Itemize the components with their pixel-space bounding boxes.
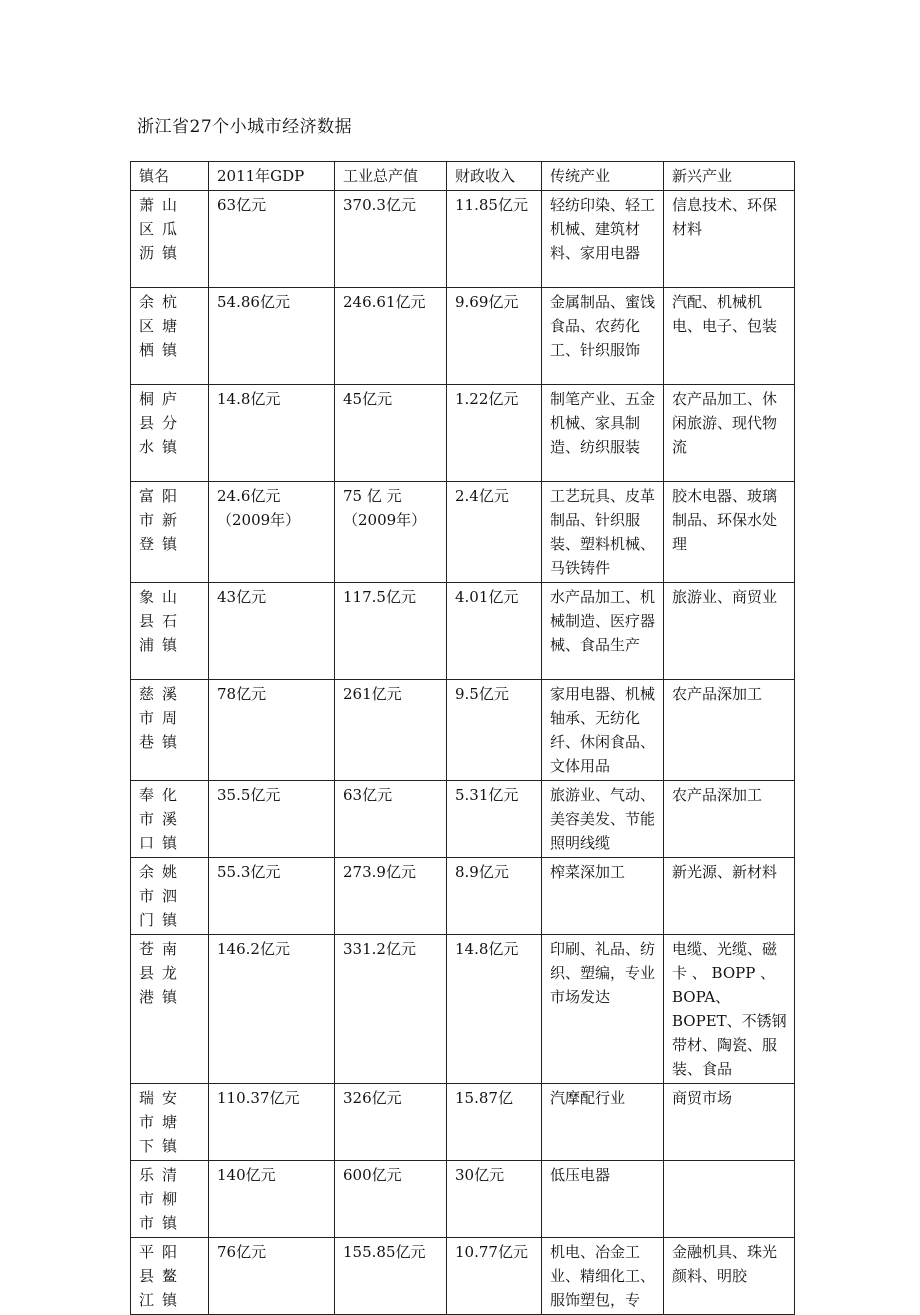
- table-row: [131, 482, 795, 583]
- cell-emerging-industry: 电缆、光缆、磁卡 、 BOPP 、BOPA、BOPET、不锈钢带材、陶瓷、服装、食品: [664, 935, 795, 1084]
- cell-gdp: 76亿元: [209, 1238, 335, 1315]
- header-emerging-industry: 新兴产业: [664, 162, 795, 191]
- cell-town: 乐清市柳市镇: [131, 1161, 209, 1238]
- cell-fiscal-revenue: 11.85亿元: [447, 191, 542, 288]
- cell-town: 象山县石浦镇: [131, 583, 209, 680]
- cell-fiscal-revenue: 9.5亿元: [447, 680, 542, 781]
- cell-traditional-industry: 工艺玩具、皮革制品、针织服装、塑料机械、马铁铸件: [542, 482, 664, 583]
- cell-industrial-output: 273.9亿元: [335, 858, 447, 935]
- header-town: 镇名: [131, 162, 209, 191]
- table-row: [131, 191, 795, 288]
- cell-fiscal-revenue: 5.31亿元: [447, 781, 542, 858]
- document-title: 浙江省27个小城市经济数据: [137, 117, 353, 137]
- cell-industrial-output: 45亿元: [335, 385, 447, 482]
- cell-industrial-output: 75 亿 元（2009年）: [335, 482, 447, 583]
- cell-fiscal-revenue: 4.01亿元: [447, 583, 542, 680]
- cell-gdp: 43亿元: [209, 583, 335, 680]
- table-header-row: [131, 162, 795, 191]
- cell-gdp: 63亿元: [209, 191, 335, 288]
- cell-gdp: 24.6亿元（2009年）: [209, 482, 335, 583]
- cell-gdp: 55.3亿元: [209, 858, 335, 935]
- cell-gdp: 140亿元: [209, 1161, 335, 1238]
- cell-gdp: 78亿元: [209, 680, 335, 781]
- cell-traditional-industry: 家用电器、机械轴承、无纺化纤、休闲食品、文体用品: [542, 680, 664, 781]
- cell-emerging-industry: 信息技术、环保材料: [664, 191, 795, 288]
- table-row: [131, 1161, 795, 1238]
- table-row: [131, 858, 795, 935]
- cell-town: 慈溪市周巷镇: [131, 680, 209, 781]
- table-row: [131, 781, 795, 858]
- cell-gdp: 110.37亿元: [209, 1084, 335, 1161]
- cell-traditional-industry: 旅游业、气动、美容美发、节能照明线缆: [542, 781, 664, 858]
- cell-industrial-output: 326亿元: [335, 1084, 447, 1161]
- cell-industrial-output: 155.85亿元: [335, 1238, 447, 1315]
- cell-traditional-industry: 低压电器: [542, 1161, 664, 1238]
- cell-traditional-industry: 水产品加工、机械制造、医疗器械、食品生产: [542, 583, 664, 680]
- cell-emerging-industry: 汽配、机械机电、电子、包装: [664, 288, 795, 385]
- cell-gdp: 14.8亿元: [209, 385, 335, 482]
- cell-industrial-output: 370.3亿元: [335, 191, 447, 288]
- cell-fiscal-revenue: 14.8亿元: [447, 935, 542, 1084]
- header-traditional-industry: 传统产业: [542, 162, 664, 191]
- cell-town: 奉化市溪口镇: [131, 781, 209, 858]
- cell-industrial-output: 63亿元: [335, 781, 447, 858]
- cell-fiscal-revenue: 1.22亿元: [447, 385, 542, 482]
- table-row: [131, 583, 795, 680]
- cell-emerging-industry: 商贸市场: [664, 1084, 795, 1161]
- cell-gdp: 35.5亿元: [209, 781, 335, 858]
- table-row: [131, 935, 795, 1084]
- cell-town: 平阳县鳌江镇: [131, 1238, 209, 1315]
- table-row: [131, 1084, 795, 1161]
- economic-data-table: [130, 161, 795, 1315]
- cell-fiscal-revenue: 2.4亿元: [447, 482, 542, 583]
- cell-traditional-industry: 榨菜深加工: [542, 858, 664, 935]
- cell-emerging-industry: [664, 1161, 795, 1238]
- table-row: [131, 1238, 795, 1315]
- cell-gdp: 146.2亿元: [209, 935, 335, 1084]
- cell-town: 苍南县龙港镇: [131, 935, 209, 1084]
- cell-town: 余姚市泗门镇: [131, 858, 209, 935]
- cell-fiscal-revenue: 15.87亿: [447, 1084, 542, 1161]
- cell-town: 余杭区塘栖镇: [131, 288, 209, 385]
- table-row: [131, 288, 795, 385]
- cell-traditional-industry: 机电、冶金工业、精细化工、服饰塑包，专: [542, 1238, 664, 1315]
- cell-emerging-industry: 农产品深加工: [664, 781, 795, 858]
- cell-emerging-industry: 胶木电器、玻璃制品、环保水处理: [664, 482, 795, 583]
- header-gdp: 2011年GDP: [209, 162, 335, 191]
- cell-town: 萧山区瓜沥镇: [131, 191, 209, 288]
- cell-emerging-industry: 农产品深加工: [664, 680, 795, 781]
- cell-traditional-industry: 金属制品、蜜饯食品、农药化工、针织服饰: [542, 288, 664, 385]
- cell-industrial-output: 600亿元: [335, 1161, 447, 1238]
- cell-town: 瑞安市塘下镇: [131, 1084, 209, 1161]
- cell-traditional-industry: 印刷、礼品、纺织、塑编，专业市场发达: [542, 935, 664, 1084]
- cell-traditional-industry: 轻纺印染、轻工机械、建筑材料、家用电器: [542, 191, 664, 288]
- table-row: [131, 680, 795, 781]
- cell-town: 富阳市新登镇: [131, 482, 209, 583]
- cell-emerging-industry: 金融机具、珠光颜料、明胶: [664, 1238, 795, 1315]
- cell-fiscal-revenue: 10.77亿元: [447, 1238, 542, 1315]
- header-industrial-output: 工业总产值: [335, 162, 447, 191]
- cell-industrial-output: 246.61亿元: [335, 288, 447, 385]
- cell-emerging-industry: 旅游业、商贸业: [664, 583, 795, 680]
- cell-industrial-output: 117.5亿元: [335, 583, 447, 680]
- cell-traditional-industry: 制笔产业、五金机械、家具制造、纺织服装: [542, 385, 664, 482]
- table-row: [131, 385, 795, 482]
- cell-fiscal-revenue: 30亿元: [447, 1161, 542, 1238]
- cell-emerging-industry: 新光源、新材料: [664, 858, 795, 935]
- cell-traditional-industry: 汽摩配行业: [542, 1084, 664, 1161]
- cell-gdp: 54.86亿元: [209, 288, 335, 385]
- cell-industrial-output: 261亿元: [335, 680, 447, 781]
- cell-fiscal-revenue: 8.9亿元: [447, 858, 542, 935]
- cell-fiscal-revenue: 9.69亿元: [447, 288, 542, 385]
- cell-emerging-industry: 农产品加工、休闲旅游、现代物流: [664, 385, 795, 482]
- header-fiscal-revenue: 财政收入: [447, 162, 542, 191]
- cell-industrial-output: 331.2亿元: [335, 935, 447, 1084]
- cell-town: 桐庐县分水镇: [131, 385, 209, 482]
